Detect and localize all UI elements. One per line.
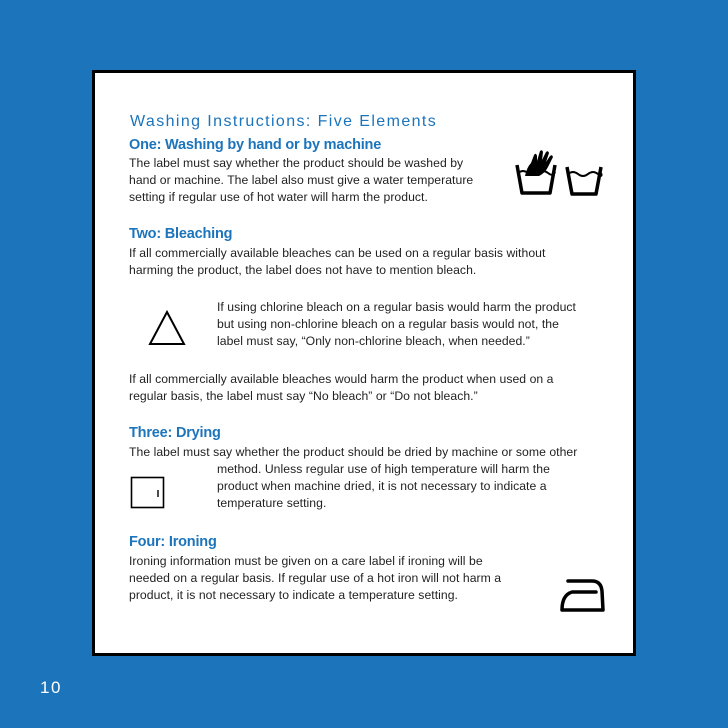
text-line: harming the product, the label does not have to mention bleach. xyxy=(129,263,477,277)
text-line: regular basis, the label must say “No bleach” or “Do not bleach.” xyxy=(129,389,478,403)
tumble-dry-icon xyxy=(130,476,166,510)
section-body-drying xyxy=(129,444,577,461)
machine-wash-icon xyxy=(565,165,603,197)
page-title: Washing Instructions: Five Elements xyxy=(130,113,438,130)
section-heading-bleaching: Two: Bleaching xyxy=(129,226,233,242)
bleach-rule-text xyxy=(217,299,576,350)
text-line: product, it is not necessary to indicate a temperature setting. xyxy=(129,588,458,602)
text-line: If all commercially available bleaches would harm the product when used on a xyxy=(129,372,554,386)
section-heading-drying: Three: Drying xyxy=(129,425,221,441)
section-body-bleaching xyxy=(129,245,545,279)
section-heading-ironing: Four: Ironing xyxy=(129,534,217,550)
section-body-washing xyxy=(129,155,473,206)
section-heading-washing: One: Washing by hand or by machine xyxy=(129,137,382,153)
text-line: hand or machine. The label also must give a water temperature xyxy=(129,173,474,187)
text-line: The label must say whether the product should be washed by xyxy=(129,156,464,170)
text-line: setting if regular use of hot water will harm the product. xyxy=(129,190,428,204)
text-line: The label must say whether the product should be dried by machine or some other xyxy=(129,445,578,459)
hand-wash-icon xyxy=(515,149,557,197)
non-chlorine-bleach-icon xyxy=(147,309,187,347)
drying-indent-text xyxy=(217,461,550,512)
text-line: needed on a regular basis. If regular use of a hot iron will not harm a xyxy=(129,571,502,585)
text-line: If using chlorine bleach on a regular basis would harm the product xyxy=(217,300,576,314)
text-line: product when machine dried, it is not necessary to indicate a xyxy=(217,479,547,493)
text-line: Ironing information must be given on a care label if ironing will be xyxy=(129,554,483,568)
page-number: 10 xyxy=(40,678,62,697)
section-body-ironing xyxy=(129,553,501,604)
text-line: but using non-chlorine bleach on a regular basis would not, the xyxy=(217,317,559,331)
text-line: If all commercially available bleaches can be used on a regular basis without xyxy=(129,246,546,260)
text-line: label must say, “Only non-chlorine bleach, when needed.” xyxy=(217,334,530,348)
iron-icon xyxy=(560,577,606,613)
care-label-panel xyxy=(92,70,636,656)
no-bleach-text xyxy=(129,371,554,405)
text-line: temperature setting. xyxy=(217,496,327,510)
text-line: method. Unless regular use of high temperature will harm the xyxy=(217,462,550,476)
